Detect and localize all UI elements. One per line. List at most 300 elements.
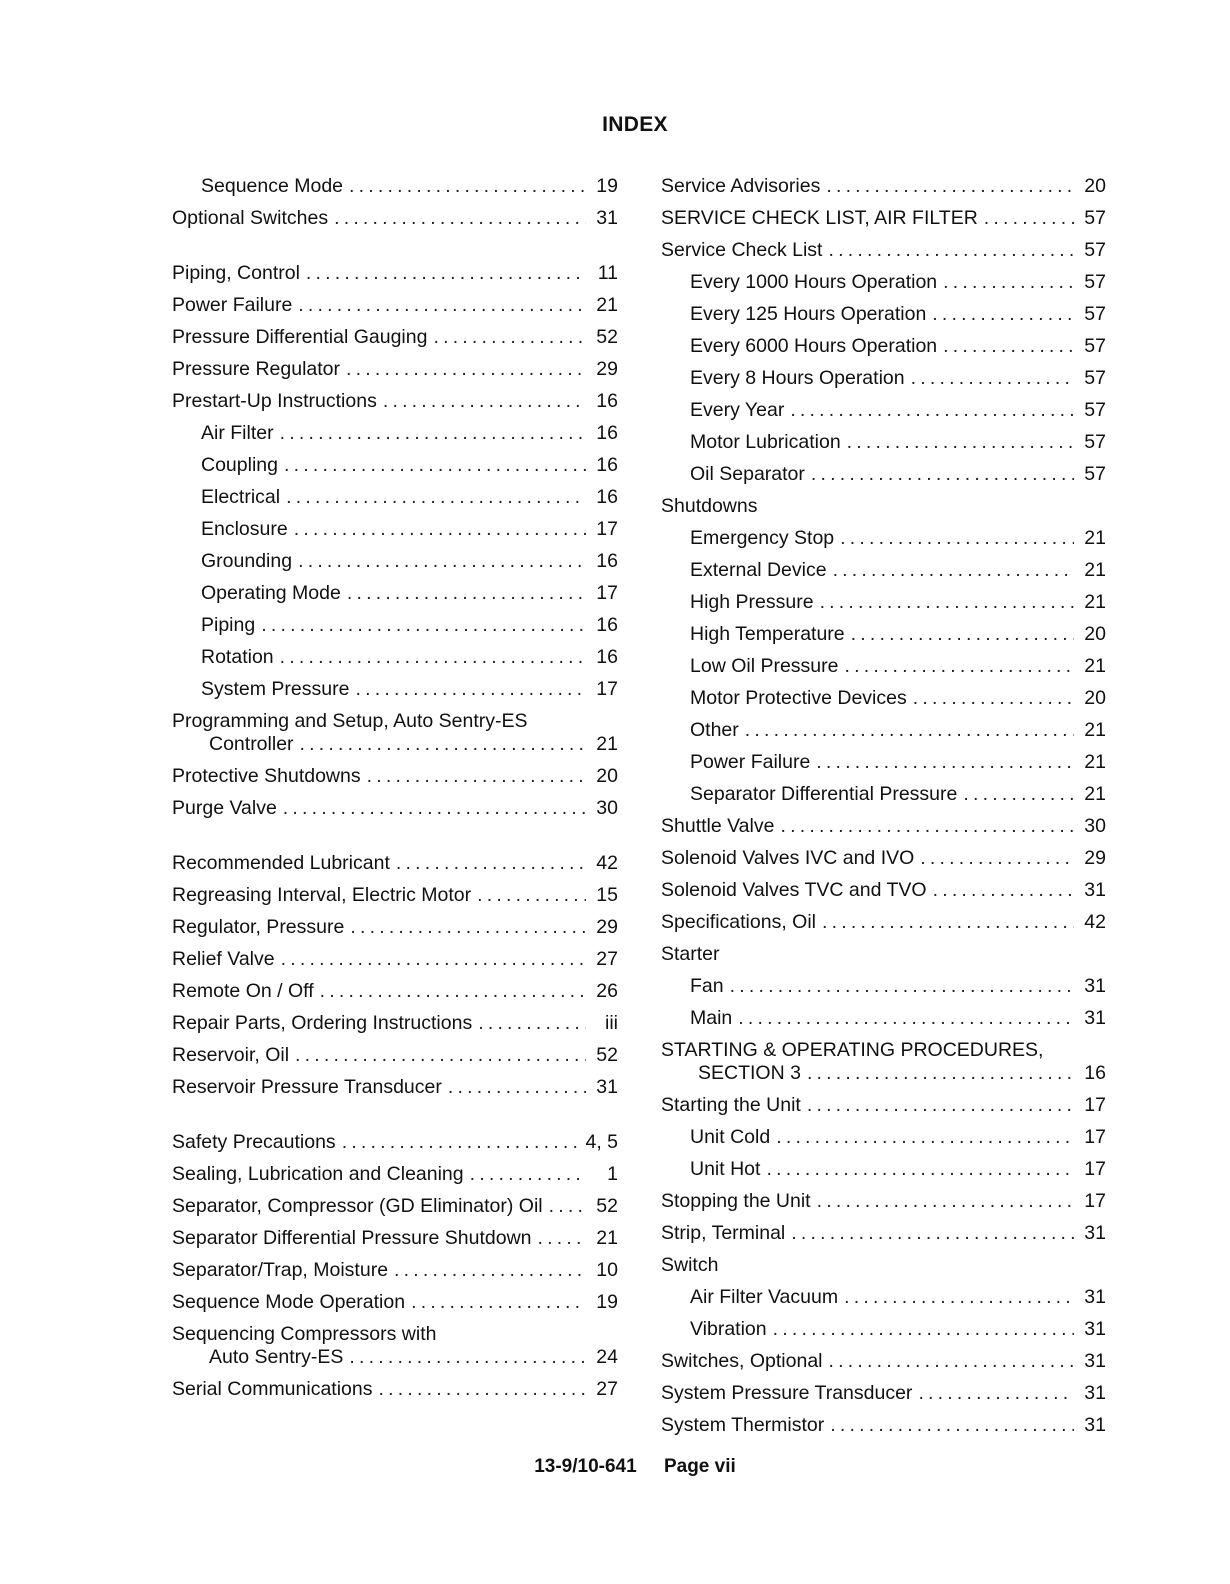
entry-page: 29	[596, 358, 618, 380]
entry-label: Stopping the Unit	[661, 1190, 811, 1212]
entry-page: 21	[1084, 591, 1106, 613]
index-subentry	[661, 650, 1106, 682]
section-gap	[172, 234, 618, 257]
dot-leader	[284, 449, 586, 481]
dot-leader	[283, 792, 586, 824]
dot-leader	[811, 458, 1074, 490]
entry-label: Prestart-Up Instructions	[172, 390, 377, 412]
dot-leader	[963, 778, 1074, 810]
entry-page: 31	[1084, 1007, 1106, 1029]
entry-label: Every 1000 Hours Operation	[690, 271, 938, 293]
index-entry	[172, 879, 618, 911]
entry-label: Serial Communications	[172, 1378, 373, 1400]
entry-label: Recommended Lubricant	[172, 852, 390, 874]
section-gap	[172, 824, 618, 847]
index-subentry	[661, 1281, 1106, 1313]
entry-page: 31	[1084, 1318, 1106, 1340]
entry-page: 20	[1084, 623, 1106, 645]
entry-label-continued: Auto Sentry-ES	[209, 1346, 344, 1368]
entry-page: 21	[596, 1227, 618, 1249]
entry-page: 16	[1084, 1062, 1106, 1084]
entry-page: 21	[1084, 655, 1106, 677]
entry-page: 27	[596, 948, 618, 970]
entry-label: Programming and Setup, Auto Sentry-ES	[172, 710, 528, 732]
entry-label: Motor Lubrication	[690, 431, 841, 453]
index-entry	[172, 975, 618, 1007]
dot-leader	[730, 970, 1074, 1002]
index-entry	[661, 202, 1106, 234]
entry-label: Separator/Trap, Moisture	[172, 1259, 389, 1281]
entry-page: 31	[1084, 975, 1106, 997]
entry-label: Operating Mode	[201, 582, 341, 604]
entry-label: High Temperature	[690, 623, 845, 645]
dot-leader	[943, 330, 1074, 362]
index-entry	[661, 1377, 1106, 1409]
entry-page: 30	[596, 797, 618, 819]
page-number: Page vii	[663, 1456, 736, 1477]
index-entry	[661, 1409, 1106, 1441]
entry-label: Shuttle Valve	[661, 815, 775, 837]
dot-leader	[280, 417, 586, 449]
entry-page: 31	[1084, 1350, 1106, 1372]
entry-page: 29	[596, 916, 618, 938]
entry-page: 57	[1084, 399, 1106, 421]
entry-page: 19	[596, 1291, 618, 1313]
entry-page: 21	[596, 733, 618, 755]
entry-page: 31	[596, 207, 618, 229]
entry-label: Every 6000 Hours Operation	[690, 335, 938, 357]
index-subentry	[661, 1153, 1106, 1185]
dot-leader	[807, 1089, 1074, 1121]
entry-label: Power Failure	[690, 751, 811, 773]
entry-page: 16	[596, 614, 618, 636]
dot-leader	[286, 481, 586, 513]
dot-leader	[776, 1121, 1074, 1153]
entry-page: 57	[1084, 431, 1106, 453]
entry-page: 31	[1084, 1222, 1106, 1244]
entry-page: 16	[596, 486, 618, 508]
entry-page: 31	[1084, 1286, 1106, 1308]
entry-page: 11	[597, 262, 618, 284]
entry-page: 57	[1084, 207, 1106, 229]
dot-leader	[932, 298, 1074, 330]
index-subentry	[661, 1002, 1106, 1034]
entry-page: 26	[596, 980, 618, 1002]
index-entry	[172, 1254, 618, 1286]
entry-page: 16	[596, 550, 618, 572]
entry-continuation	[172, 1346, 618, 1369]
entry-page: 52	[596, 326, 618, 348]
entry-label: Fan	[690, 975, 724, 997]
index-subentry	[661, 266, 1106, 298]
index-subentry	[661, 586, 1106, 618]
index-subentry	[172, 577, 618, 609]
entry-page: 10	[596, 1259, 618, 1281]
entry-page: 57	[1084, 335, 1106, 357]
index-column-right	[661, 170, 1106, 1441]
index-subentry	[661, 394, 1106, 426]
entry-page: 21	[1084, 719, 1106, 741]
entry-label: Regulator, Pressure	[172, 916, 345, 938]
entry-page: 16	[596, 390, 618, 412]
page-footer	[0, 1456, 1230, 1478]
entry-label: Sequence Mode	[201, 175, 344, 197]
index-entry	[172, 943, 618, 975]
dot-leader	[383, 385, 586, 417]
dot-leader	[342, 1126, 578, 1158]
entry-label: Piping	[201, 614, 256, 636]
entry-label: Every Year	[690, 399, 785, 421]
index-entry	[172, 760, 618, 792]
entry-label: Relief Valve	[172, 948, 275, 970]
dot-leader	[281, 943, 586, 975]
dot-leader	[780, 810, 1074, 842]
index-subentry	[661, 778, 1106, 810]
entry-label: Every 8 Hours Operation	[690, 367, 905, 389]
index-subentry	[661, 1313, 1106, 1345]
entry-label-continued: SECTION 3	[698, 1062, 801, 1084]
index-entry	[172, 257, 618, 289]
index-title: INDEX	[602, 113, 668, 136]
dot-leader	[851, 618, 1074, 650]
index-entry	[661, 1345, 1106, 1377]
dot-leader	[826, 170, 1074, 202]
entry-page: 30	[1084, 815, 1106, 837]
dot-leader	[847, 426, 1074, 458]
index-entry	[172, 289, 618, 321]
entry-page: 31	[596, 1076, 618, 1098]
index-subentry	[661, 1121, 1106, 1153]
index-entry	[661, 842, 1106, 874]
dot-leader	[918, 1377, 1074, 1409]
entry-label: Electrical	[201, 486, 281, 508]
dot-leader	[738, 1002, 1074, 1034]
entry-page: 17	[596, 518, 618, 540]
index-entry	[661, 1217, 1106, 1249]
entry-label: External Device	[690, 559, 827, 581]
index-subentry	[172, 545, 618, 577]
dot-leader	[745, 714, 1074, 746]
dot-leader	[300, 733, 586, 756]
entry-label: High Pressure	[690, 591, 814, 613]
dot-leader	[478, 1007, 586, 1039]
entry-label: Solenoid Valves TVC and TVO	[661, 879, 927, 901]
entry-page: 27	[596, 1378, 618, 1400]
entry-label: Coupling	[201, 454, 278, 476]
dot-leader	[295, 1039, 586, 1071]
entry-label: Main	[690, 1007, 733, 1029]
index-entry	[172, 1222, 618, 1254]
index-subentry	[661, 522, 1106, 554]
dot-leader	[829, 1345, 1075, 1377]
entry-label: Remote On / Off	[172, 980, 314, 1002]
section-gap	[172, 1103, 618, 1126]
dot-leader	[943, 266, 1074, 298]
entry-label: Specifications, Oil	[661, 911, 816, 933]
entry-label: STARTING & OPERATING PROCEDURES,	[661, 1039, 1044, 1061]
dot-leader	[433, 321, 586, 353]
entry-label: Low Oil Pressure	[690, 655, 839, 677]
entry-label: Oil Separator	[690, 463, 805, 485]
entry-page: 57	[1084, 303, 1106, 325]
dot-leader	[844, 1281, 1074, 1313]
entry-label: System Pressure	[201, 678, 350, 700]
dot-leader	[822, 906, 1074, 938]
entry-page: 20	[1084, 175, 1106, 197]
index-entry	[172, 1071, 618, 1103]
index-entry	[172, 321, 618, 353]
dot-leader	[477, 879, 586, 911]
dot-leader	[448, 1071, 586, 1103]
entry-page: iii	[605, 1012, 618, 1034]
entry-page: 21	[1084, 527, 1106, 549]
dot-leader	[844, 650, 1074, 682]
index-entry	[661, 1185, 1106, 1217]
dot-leader	[346, 353, 586, 385]
dot-leader	[817, 1185, 1074, 1217]
entry-page: 16	[596, 646, 618, 668]
index-entry	[172, 202, 618, 234]
entry-label: Separator Differential Pressure	[690, 783, 958, 805]
index-subentry	[172, 673, 618, 705]
dot-leader	[411, 1286, 586, 1318]
entry-page: 1	[607, 1163, 618, 1185]
entry-label: Motor Protective Devices	[690, 687, 907, 709]
entry-label: Every 125 Hours Operation	[690, 303, 927, 325]
dot-leader	[470, 1158, 586, 1190]
dot-leader	[830, 1409, 1074, 1441]
entry-page: 57	[1084, 367, 1106, 389]
entry-label: Separator Differential Pressure Shutdown	[172, 1227, 532, 1249]
dot-leader	[394, 1254, 586, 1286]
index-entry	[661, 234, 1106, 266]
entry-label: Service Advisories	[661, 175, 821, 197]
index-subentry	[661, 458, 1106, 490]
index-entry	[172, 1318, 618, 1373]
dot-leader	[320, 975, 586, 1007]
index-entry	[172, 1039, 618, 1071]
dot-leader	[816, 746, 1074, 778]
dot-leader	[833, 554, 1074, 586]
entry-label: Reservoir Pressure Transducer	[172, 1076, 442, 1098]
entry-label: Safety Precautions	[172, 1131, 336, 1153]
index-subentry	[661, 618, 1106, 650]
document-number: 13-9/10-641	[534, 1456, 637, 1477]
entry-label: Sequence Mode Operation	[172, 1291, 406, 1313]
entry-label: Vibration	[690, 1318, 767, 1340]
index-entry	[661, 1089, 1106, 1121]
entry-page: 57	[1084, 271, 1106, 293]
dot-leader	[828, 234, 1074, 266]
index-entry	[661, 874, 1106, 906]
index-subentry	[172, 641, 618, 673]
entry-label: Repair Parts, Ordering Instructions	[172, 1012, 473, 1034]
entry-label: Regreasing Interval, Electric Motor	[172, 884, 472, 906]
entry-label: Switch	[661, 1254, 719, 1276]
entry-label: Starting the Unit	[661, 1094, 801, 1116]
entry-label: Air Filter Vacuum	[690, 1286, 839, 1308]
index-entry	[172, 792, 618, 824]
entry-page: 29	[1084, 847, 1106, 869]
index-entry	[661, 906, 1106, 938]
index-subentry	[661, 298, 1106, 330]
dot-leader	[355, 673, 586, 705]
dot-leader	[306, 257, 586, 289]
entry-label: Strip, Terminal	[661, 1222, 786, 1244]
entry-page: 24	[596, 1346, 618, 1368]
index-subentry	[661, 554, 1106, 586]
index-entry	[172, 1126, 618, 1158]
index-entry	[661, 1249, 1106, 1281]
dot-leader	[350, 911, 586, 943]
entry-label: Piping, Control	[172, 262, 300, 284]
index-entry	[661, 170, 1106, 202]
entry-label: Service Check List	[661, 239, 823, 261]
entry-page: 21	[1084, 751, 1106, 773]
entry-page: 17	[1084, 1158, 1106, 1180]
index-entry	[172, 705, 618, 760]
dot-leader	[984, 202, 1074, 234]
entry-page: 31	[1084, 879, 1106, 901]
dot-leader	[807, 1062, 1074, 1085]
index-entry	[172, 385, 618, 417]
entry-label: Optional Switches	[172, 207, 329, 229]
entry-continuation	[661, 1062, 1106, 1085]
entry-page: 17	[596, 678, 618, 700]
entry-page: 31	[1084, 1382, 1106, 1404]
index-entry	[172, 1286, 618, 1318]
entry-label: Unit Cold	[690, 1126, 771, 1148]
index-entry	[661, 938, 1106, 970]
index-subentry	[172, 513, 618, 545]
entry-page: 17	[596, 582, 618, 604]
dot-leader	[280, 641, 586, 673]
entry-label: Purge Valve	[172, 797, 277, 819]
dot-leader	[396, 847, 586, 879]
index-subentry	[172, 449, 618, 481]
dot-leader	[379, 1373, 587, 1405]
entry-page: 31	[1084, 1414, 1106, 1436]
entry-page: 21	[596, 294, 618, 316]
entry-label: Reservoir, Oil	[172, 1044, 290, 1066]
entry-label-continued: Controller	[209, 733, 294, 755]
entry-label: Rotation	[201, 646, 274, 668]
index-subentry	[172, 609, 618, 641]
dot-leader	[933, 874, 1074, 906]
dot-leader	[298, 289, 586, 321]
dot-leader	[347, 577, 586, 609]
index-entry	[172, 1190, 618, 1222]
index-subentry	[661, 714, 1106, 746]
index-subentry	[661, 330, 1106, 362]
entry-label: Grounding	[201, 550, 293, 572]
index-subentry	[661, 362, 1106, 394]
dot-leader	[911, 362, 1074, 394]
index-subentry	[661, 970, 1106, 1002]
index-entry	[172, 847, 618, 879]
dot-leader	[820, 586, 1074, 618]
index-subentry	[172, 170, 618, 202]
entry-page: 17	[1084, 1190, 1106, 1212]
entry-label: Air Filter	[201, 422, 274, 444]
index-entry	[172, 1373, 618, 1405]
entry-label: Unit Hot	[690, 1158, 761, 1180]
index-entry	[172, 911, 618, 943]
entry-page: 17	[1084, 1094, 1106, 1116]
index-subentry	[661, 682, 1106, 714]
dot-leader	[791, 1217, 1074, 1249]
entry-page: 20	[1084, 687, 1106, 709]
entry-page: 17	[1084, 1126, 1106, 1148]
entry-page: 52	[596, 1044, 618, 1066]
entry-label: SERVICE CHECK LIST, AIR FILTER	[661, 207, 978, 229]
entry-label: Pressure Regulator	[172, 358, 340, 380]
entry-label: System Pressure Transducer	[661, 1382, 913, 1404]
entry-label: Pressure Differential Gauging	[172, 326, 428, 348]
dot-leader	[349, 1346, 586, 1369]
dot-leader	[367, 760, 586, 792]
index-subentry	[661, 746, 1106, 778]
entry-label: System Thermistor	[661, 1414, 825, 1436]
index-subentry	[661, 426, 1106, 458]
dot-leader	[261, 609, 586, 641]
entry-page: 16	[596, 422, 618, 444]
dot-leader	[766, 1153, 1074, 1185]
dot-leader	[840, 522, 1074, 554]
entry-label: Shutdowns	[661, 495, 758, 517]
entry-page: 20	[596, 765, 618, 787]
entry-label: Switches, Optional	[661, 1350, 823, 1372]
dot-leader	[294, 513, 586, 545]
entry-label: Solenoid Valves IVC and IVO	[661, 847, 915, 869]
entry-label: Other	[690, 719, 739, 741]
index-entry	[661, 810, 1106, 842]
entry-page: 15	[596, 884, 618, 906]
index-subentry	[172, 417, 618, 449]
entry-page: 21	[1084, 783, 1106, 805]
entry-continuation	[172, 733, 618, 756]
dot-leader	[773, 1313, 1074, 1345]
entry-label: Starter	[661, 943, 720, 965]
entry-page: 57	[1084, 463, 1106, 485]
entry-label: Protective Shutdowns	[172, 765, 361, 787]
entry-page: 57	[1084, 239, 1106, 261]
dot-leader	[298, 545, 586, 577]
index-entry	[172, 353, 618, 385]
entry-page: 4, 5	[585, 1131, 618, 1153]
dot-leader	[349, 170, 586, 202]
index-entry	[661, 1034, 1106, 1089]
index-entry	[661, 490, 1106, 522]
entry-label: Sealing, Lubrication and Cleaning	[172, 1163, 464, 1185]
index-entry	[172, 1007, 618, 1039]
dot-leader	[334, 202, 586, 234]
dot-leader	[549, 1190, 586, 1222]
index-column-left	[172, 170, 618, 1405]
entry-label: Sequencing Compressors with	[172, 1323, 437, 1345]
dot-leader	[920, 842, 1074, 874]
dot-leader	[538, 1222, 586, 1254]
dot-leader	[790, 394, 1074, 426]
entry-page: 16	[596, 454, 618, 476]
index-subentry	[172, 481, 618, 513]
entry-label: Emergency Stop	[690, 527, 835, 549]
dot-leader	[913, 682, 1074, 714]
entry-page: 42	[596, 852, 618, 874]
entry-page: 19	[596, 175, 618, 197]
entry-page: 21	[1084, 559, 1106, 581]
index-entry	[172, 1158, 618, 1190]
